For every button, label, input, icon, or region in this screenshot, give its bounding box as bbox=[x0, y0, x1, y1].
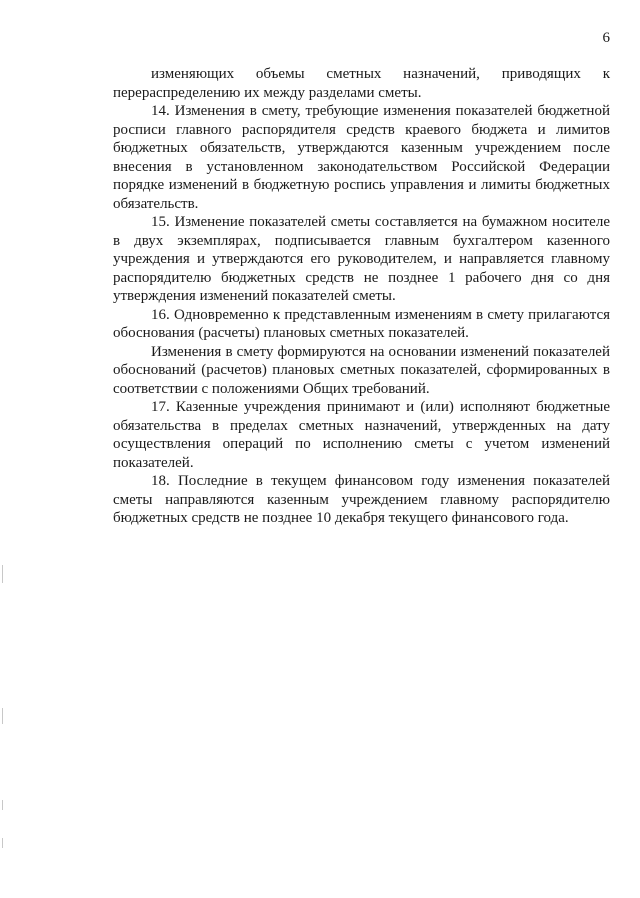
paragraph-16-note: Изменения в смету формируются на основании изменений показателей обоснований (расчетов) плановых сметных показателей, сформированных в соответствии с положениями Общих требований. bbox=[113, 343, 610, 397]
paragraph-16: 16. Одновременно к представленным изменениям в смету прилагаются обоснования (расчеты) плановых сметных показателей. bbox=[113, 306, 610, 341]
page-number: 6 bbox=[602, 30, 610, 46]
scan-mark bbox=[2, 838, 3, 848]
scan-mark bbox=[2, 800, 3, 810]
paragraph-14: 14. Изменения в смету, требующие изменения показателей бюджетной росписи главного распорядителя средств краевого бюджета и лимитов бюджетных обязательств, утверждаются казенным учреждением после внесения в установленном законодательством Российской Федерации порядке изменений в бюджетную роспись управления и лимиты бюджетных обязательств. bbox=[113, 103, 610, 212]
document-body bbox=[113, 65, 610, 528]
paragraph-17: 17. Казенные учреждения принимают и (или) исполняют бюджетные обязательства в пределах сметных назначений, утвержденных на дату осуществления операций по исполнению сметы с учетом изменений показателей. bbox=[113, 399, 610, 471]
paragraph-continuation: изменяющих объемы сметных назначений, приводящих к перераспределению их между разделами сметы. bbox=[113, 66, 610, 101]
scan-mark bbox=[2, 565, 3, 583]
paragraph-15: 15. Изменение показателей сметы составляется на бумажном носителе в двух экземплярах, подписывается главным бухгалтером казенного учреждения и утверждаются его руководителем, и направляется главному распорядителю бюджетных средств не позднее 1 рабочего дня со дня утверждения изменений показателей сметы. bbox=[113, 214, 610, 304]
scan-mark bbox=[2, 708, 3, 724]
paragraph-18: 18. Последние в текущем финансовом году изменения показателей сметы направляются казенным учреждением главному распорядителю бюджетных средств не позднее 10 декабря текущего финансового года. bbox=[113, 473, 610, 526]
